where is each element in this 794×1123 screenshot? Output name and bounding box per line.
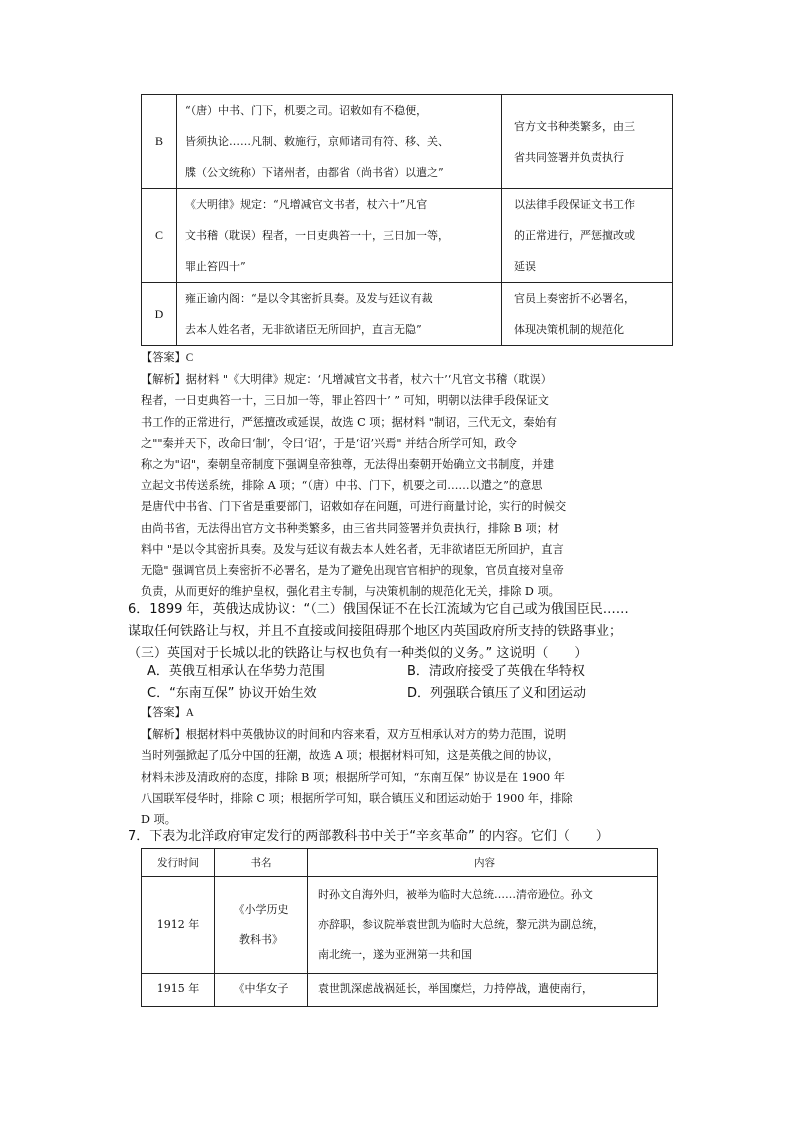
material-line: 牒（公文统称）下诸州者，由都省（尚书省）以遣之” bbox=[185, 166, 444, 179]
conclusion-cell bbox=[502, 283, 673, 346]
analysis-line: 之""秦并天下，改命曰‘制’，令曰‘诏’，于是‘诏’兴焉" 并结合所学可知，政令 bbox=[141, 436, 517, 450]
analysis-line: 【解析】根据材料中英俄协议的时间和内容来看，双方互相承认对方的势力范围，说明 bbox=[141, 728, 567, 742]
analysis-line: 八国联军侵华时，排除 C 项；根据所学可知，联合镇压义和团运动始于 1900 年，排除 bbox=[141, 791, 573, 805]
material-cell bbox=[177, 95, 502, 189]
conclusion-line: 以法律手段保证文书工作 bbox=[514, 198, 635, 211]
material-line: 罪止笞四十” bbox=[185, 260, 246, 273]
table-row bbox=[142, 974, 658, 1007]
option-letter: B bbox=[142, 95, 177, 189]
book-line: 《中华女子 bbox=[233, 982, 289, 995]
conclusion-line: 省共同签署并负责执行 bbox=[514, 150, 624, 164]
analysis-line: 负责，从而更好的维护皇权，强化君主专制，与决策机制的规范化无关，排除 D 项。 bbox=[141, 585, 560, 599]
material-line: 雍正谕内阁：“是以令其密折具奏。及发与廷议有裁 bbox=[185, 292, 433, 305]
analysis-line: 称之为"诏"，秦朝皇帝制度下强调皇帝独尊，无法得出秦朝开始确立文书制度，并建 bbox=[141, 458, 555, 472]
option-letter: D bbox=[142, 283, 177, 346]
question6-stem bbox=[128, 599, 629, 665]
analysis-line: 【解析】据材料 "《大明律》规定：‘凡增减官文书者，杖六十’‘凡官文书稽（耽误） bbox=[141, 373, 552, 387]
material-line: 文书稽（耽误）程者，一日吏典笞一十，三日加一等， bbox=[185, 229, 449, 242]
analysis-line: 当时列强掀起了瓜分中国的狂潮，故选 A 项；根据材料可知，这是英俄之间的协议， bbox=[141, 749, 559, 763]
material-line: 《大明律》规定：“凡增减官文书者，杖六十”凡官 bbox=[185, 198, 428, 211]
analysis-line: 书工作的正常进行，严惩擅改或延误，故选 C 项；据材料 "制诏，三代无文，秦始有 bbox=[141, 415, 557, 429]
table-row bbox=[142, 283, 673, 346]
question6-answer-block bbox=[141, 703, 651, 830]
analysis-line: 是唐代中书省、门下省是重要部门，诏敕如存在问题，可进行商量讨论，实行的时候交 bbox=[141, 500, 567, 514]
stem-line: 6．1899 年，英俄达成协议：“（二）俄国保证不在长江流域为它自己或为俄国臣民…… bbox=[128, 602, 629, 617]
question5-answer-block bbox=[141, 348, 651, 602]
stem-line: 7．下表为北洋政府审定发行的两部教科书中关于“辛亥革命” 的内容。它们（ ） bbox=[128, 829, 609, 844]
column-header: 内容 bbox=[308, 849, 658, 877]
analysis-line: 料中 "是以令其密折具奏。及发与廷议有裁去本人姓名者，无非欲诸臣无所回护，直言 bbox=[141, 542, 564, 556]
table-header-row bbox=[142, 849, 658, 877]
question7-textbook-table bbox=[141, 848, 658, 1007]
analysis-line: 立起文书传送系统，排除 A 项；“（唐）中书、门下，机要之司……以遣之”的意思 bbox=[141, 479, 543, 493]
option-c[interactable]: C．“东南互保” 协议开始生效 bbox=[147, 686, 317, 701]
option-d[interactable]: D．列强联合镇压了义和团运动 bbox=[407, 686, 587, 701]
option-b[interactable]: B．清政府接受了英俄在华特权 bbox=[407, 664, 585, 679]
book-line: 教科书》 bbox=[239, 933, 283, 946]
analysis-line: 程者，一日吏典笞一十，三日加一等，罪止笞四十’ ” 可知，明朝以法律手段保证文 bbox=[141, 394, 549, 408]
content-cell bbox=[308, 877, 658, 974]
table-row bbox=[142, 189, 673, 283]
option-letter: C bbox=[142, 189, 177, 283]
material-line: “（唐）中书、门下，机要之司。诏敕如有不稳便， bbox=[185, 104, 428, 117]
conclusion-line: 官方文书种类繁多，由三 bbox=[514, 119, 635, 133]
answer-label: 【答案】A bbox=[141, 707, 194, 719]
year-cell: 1912 年 bbox=[142, 877, 215, 974]
analysis-line: D 项。 bbox=[141, 813, 176, 827]
answer-label: 【答案】C bbox=[141, 352, 194, 364]
analysis-line: 无隐" 强调官员上奏密折不必署名，是为了避免出现官官相护的现象，官员直接对皇帝 bbox=[141, 564, 564, 578]
content-line: 南北统一，遂为亚洲第一共和国 bbox=[318, 948, 472, 961]
conclusion-line: 的正常进行，严惩擅改或 bbox=[514, 229, 635, 242]
stem-line: 谋取任何铁路让与权，并且不直接或间接阻碍那个地区内英国政府所支持的铁路事业； bbox=[128, 624, 623, 639]
question6-options bbox=[141, 661, 661, 705]
conclusion-line: 体现决策机制的规范化 bbox=[514, 323, 624, 336]
content-line: 亦辞职，参议院举袁世凯为临时大总统，黎元洪为副总统， bbox=[318, 918, 604, 931]
column-header: 发行时间 bbox=[142, 849, 215, 877]
table-row bbox=[142, 877, 658, 974]
option-a[interactable]: A．英俄互相承认在华势力范围 bbox=[147, 664, 325, 679]
content-cell bbox=[308, 974, 658, 1007]
book-cell bbox=[215, 877, 308, 974]
year-cell: 1915 年 bbox=[142, 974, 215, 1007]
conclusion-cell bbox=[502, 95, 673, 189]
material-cell bbox=[177, 283, 502, 346]
book-cell bbox=[215, 974, 308, 1007]
material-cell bbox=[177, 189, 502, 283]
stem-line: （三）英国对于长城以北的铁路让与权也负有一种类似的义务。” 这说明（ ） bbox=[128, 646, 588, 661]
content-line: 时孙文自海外归，被举为临时大总统……清帝逊位。孙文 bbox=[318, 888, 593, 901]
material-line: 去本人姓名者，无非欲诸臣无所回护，直言无隐” bbox=[185, 323, 422, 336]
column-header: 书名 bbox=[215, 849, 308, 877]
content-line: 袁世凯深虑战祸延长，举国糜烂，力持停战，遣使南行， bbox=[318, 982, 593, 995]
conclusion-cell bbox=[502, 189, 673, 283]
conclusion-line: 延误 bbox=[514, 260, 536, 273]
analysis-line: 由尚书省，无法得出官方文书种类繁多，由三省共同签署并负责执行，排除 B 项；材 bbox=[141, 521, 560, 535]
table-row bbox=[142, 95, 673, 189]
book-line: 《小学历史 bbox=[233, 903, 289, 916]
question5-options-table bbox=[141, 94, 673, 346]
material-line: 皆须执论……凡制、敕施行，京师诸司有符、移、关、 bbox=[185, 135, 449, 148]
analysis-line: 材料未涉及清政府的态度，排除 B 项；根据所学可知，“东南互保” 协议是在 1900 年 bbox=[141, 770, 565, 784]
question7-stem bbox=[128, 826, 609, 848]
conclusion-line: 官员上奏密折不必署名， bbox=[514, 292, 635, 305]
